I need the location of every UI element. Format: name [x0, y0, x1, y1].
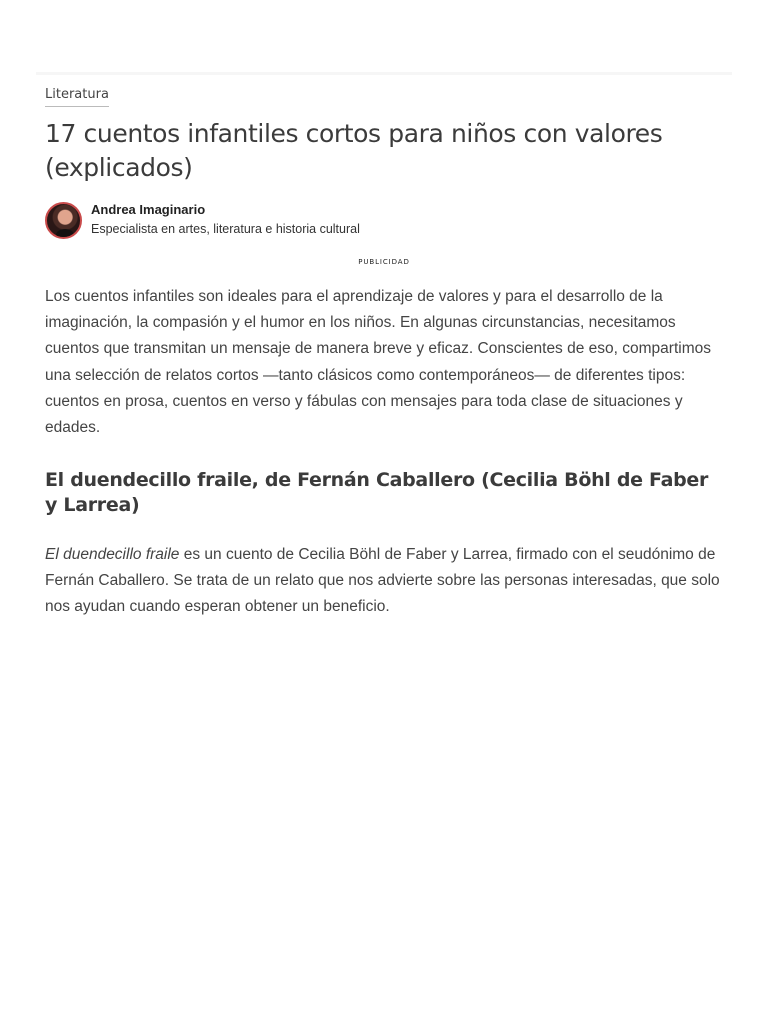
category-link[interactable]: Literatura [45, 87, 109, 107]
header-divider [36, 72, 732, 75]
story-title-italic: El duendecillo fraile [45, 546, 180, 563]
author-role: Especialista en artes, literatura e historia cultural [91, 222, 360, 236]
section-paragraph-text: es un cuento de Cecilia Böhl de Faber y Larrea, firmado con el seudónimo de Fernán Caballero. Se trata de un relato que nos advierte sobre las personas interesadas, que solo nos ayudan cuando esperan obtener un beneficio. [45, 546, 720, 616]
author-avatar[interactable] [45, 202, 82, 239]
author-box [45, 201, 445, 241]
ad-label: PUBLICIDAD [358, 258, 410, 266]
page-title: 17 cuentos infantiles cortos para niños con valores (explicados) [45, 119, 663, 182]
intro-paragraph: Los cuentos infantiles son ideales para el aprendizaje de valores y para el desarrollo de la imaginación, la compasión y el humor en los niños. En algunas circunstancias, necesitamos cuentos que transmitan un mensaje de manera breve y eficaz. Conscientes de eso, compartimos una selección de relatos cortos —tanto clásicos como contemporáneos— de diferentes tipos: cuentos en prosa, cuentos en verso y fábulas con mensajes para toda clase de situaciones y edades. [45, 288, 711, 437]
author-name-link[interactable]: Andrea Imaginario [91, 202, 206, 217]
section-paragraph [45, 542, 727, 621]
section-heading: El duendecillo fraile, de Fernán Caballero (Cecilia Böhl de Faber y Larrea) [45, 469, 709, 516]
